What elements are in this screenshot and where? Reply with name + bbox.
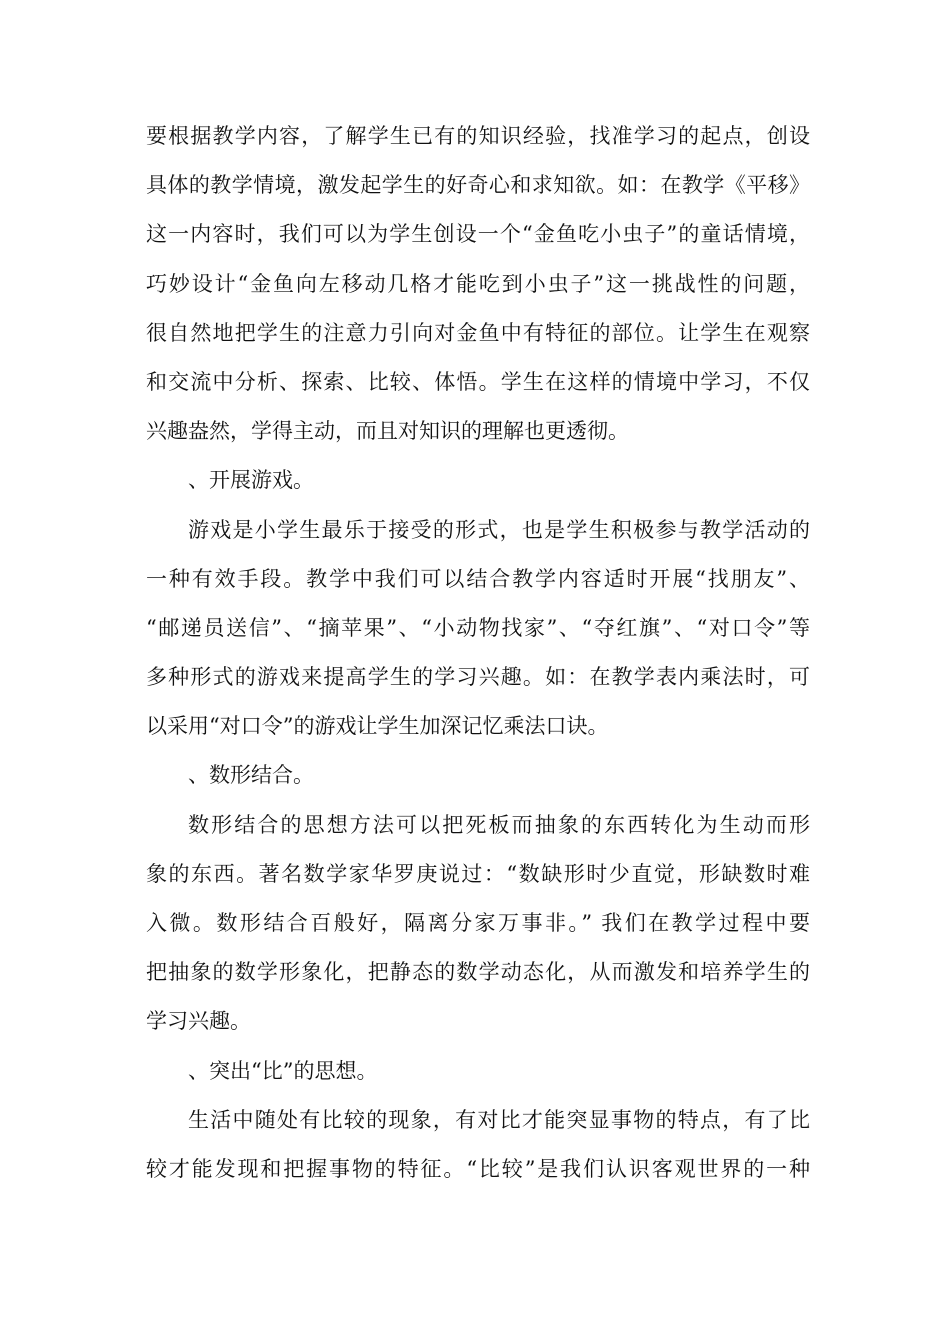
section-heading: 、开展游戏。 xyxy=(188,468,314,493)
text-line: 兴趣盎然，学得主动，而且对知识的理解也更透彻。 xyxy=(146,419,629,444)
section-heading: 、数形结合。 xyxy=(188,763,314,788)
text-line: 把抽象的数学形象化，把静态的数学动态化，从而激发和培养学生的 xyxy=(146,960,810,985)
text-line: 象的东西。著名数学家华罗庚说过：“数缺形时少直觉，形缺数时难 xyxy=(146,861,810,886)
text-line: 以采用“对口令”的游戏让学生加深记忆乘法口诀。 xyxy=(146,714,609,739)
section-heading: 、突出“比”的思想。 xyxy=(188,1058,378,1083)
text-line: 较才能发现和把握事物的特征。“比较”是我们认识客观世界的一种 xyxy=(146,1156,810,1181)
text-line: 入微。数形结合百般好，隔离分家万事非。” 我们在教学过程中要 xyxy=(146,911,810,935)
text-line: 多种形式的游戏来提高学生的学习兴趣。如：在教学表内乘法时，可 xyxy=(146,665,810,690)
text-line: 和交流中分析、探索、比较、体悟。学生在这样的情境中学习，不仅 xyxy=(146,369,810,394)
text-line: 游戏是小学生最乐于接受的形式，也是学生积极参与教学活动的 xyxy=(188,517,810,542)
text-line: 要根据教学内容，了解学生已有的知识经验，找准学习的起点，创设 xyxy=(146,124,810,148)
body-text xyxy=(146,112,810,1194)
text-line: 这一内容时，我们可以为学生创设一个“金鱼吃小虫子”的童话情境， xyxy=(146,222,810,247)
text-line: 一种有效手段。教学中我们可以结合教学内容适时开展“找朋友”、 xyxy=(146,566,810,591)
text-line: 生活中随处有比较的现象，有对比才能突显事物的特点，有了比 xyxy=(188,1107,810,1132)
text-line: “邮递员送信”、“摘苹果”、“小动物找家”、“夺红旗”、“对口令”等 xyxy=(146,615,810,640)
text-line: 很自然地把学生的注意力引向对金鱼中有特征的部位。让学生在观察 xyxy=(146,320,810,345)
text-line: 数形结合的思想方法可以把死板而抽象的东西转化为生动而形 xyxy=(188,812,810,837)
text-line: 学习兴趣。 xyxy=(146,1009,251,1034)
text-line: 具体的教学情境，激发起学生的好奇心和求知欲。如：在教学《平移》 xyxy=(146,173,810,198)
text-line: 巧妙设计“金鱼向左移动几格才能吃到小虫子”这一挑战性的问题， xyxy=(146,271,810,296)
